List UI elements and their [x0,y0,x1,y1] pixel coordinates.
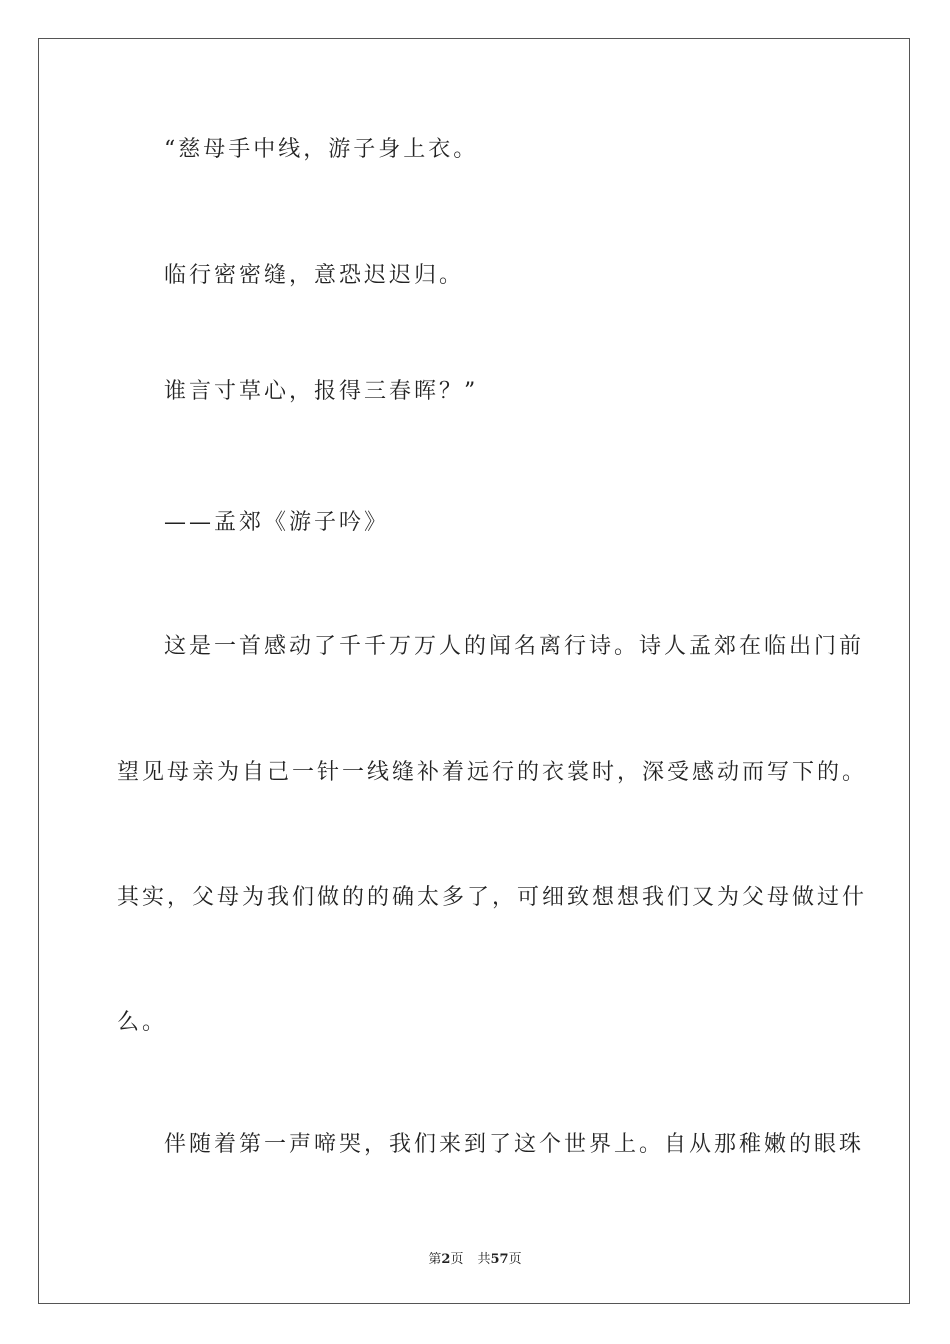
total-pages: 57 [490,1252,509,1267]
paragraph-2-line-1: 伴随着第一声啼哭，我们来到了这个世界上。自从那稚嫩的眼珠 [164,1132,865,1157]
paragraph-1-line-2: 望见母亲为自己一针一线缝补着远行的衣裳时，深受感动而写下的。 [117,760,868,785]
poem-line-2: 临行密密缝，意恐迟迟归。 [164,263,465,288]
poem-attribution: ——孟郊《游子吟》 [164,510,390,535]
paragraph-1-line-3: 其实，父母为我们做的的确太多了，可细致想想我们又为父母做过什 [117,885,868,910]
paragraph-1-line-1: 这是一首感动了千千万万人的闻名离行诗。诗人孟郊在临出门前 [164,634,865,659]
poem-line-1: “慈母手中线，游子身上衣。 [164,137,479,162]
paragraph-1-line-4: 么。 [117,1010,168,1035]
poem-line-3: 谁言寸草心，报得三春晖？” [164,379,479,404]
page-number: 2 [441,1252,451,1267]
page-footer [0,1248,950,1267]
page-border [38,38,910,1304]
page-suffix: 页 [450,1252,464,1267]
total-suffix: 页 [508,1252,522,1267]
page-prefix: 第 [428,1252,442,1267]
total-prefix: 共 [477,1252,491,1267]
